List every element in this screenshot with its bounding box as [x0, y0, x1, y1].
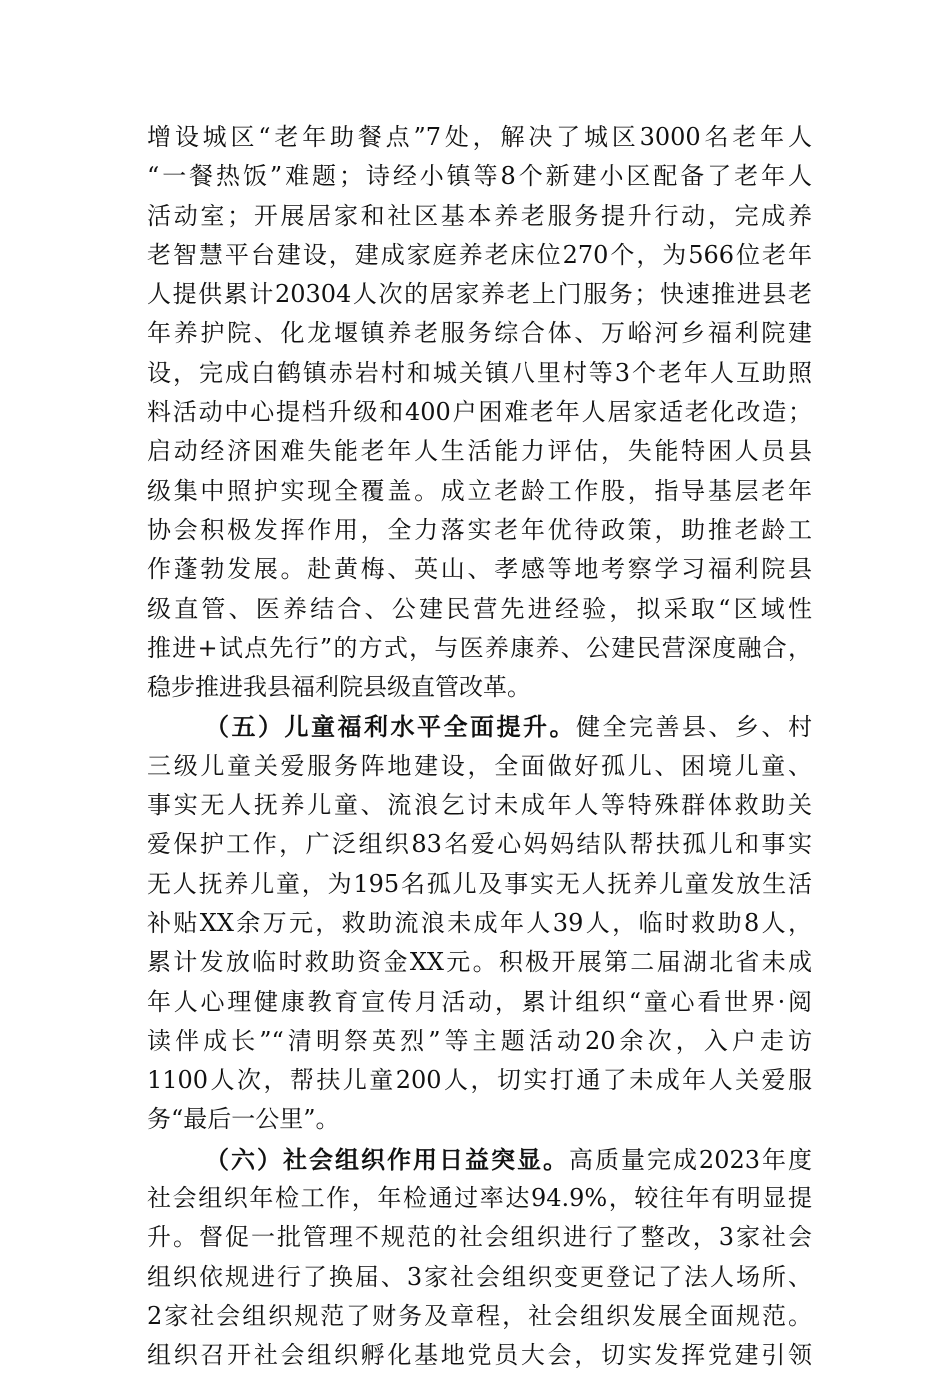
paragraph-line: 事实无人抚养儿童、流浪乞讨未成年人等特殊群体救助关: [147, 791, 812, 820]
paragraph-line: 老智慧平台建设，建成家庭养老床位270个，为566位老年: [147, 240, 812, 269]
paragraph-line: 启动经济困难失能老年人生活能力评估，失能特困人员县: [147, 437, 812, 466]
paragraph-line: 读伴成长”“清明祭英烈”等主题活动20余次，入户走访: [147, 1026, 812, 1055]
paragraph-line: 协会积极发挥作用，全力落实老年优待政策，助推老龄工: [147, 515, 812, 544]
paragraph-line: 级直管、医养结合、公建民营先进经验，拟采取“区域性: [147, 594, 812, 623]
paragraph-line: 累计发放临时救助资金XX元。积极开展第二届湖北省未成: [147, 948, 812, 977]
paragraph-line: 三级儿童关爱服务阵地建设，全面做好孤儿、困境儿童、: [147, 751, 812, 780]
section-5-heading: （五）儿童福利水平全面提升。: [205, 712, 576, 742]
section-6-first-line: [147, 1140, 812, 1179]
paragraph-line: 升。督促一批管理不规范的社会组织进行了整改，3家社会: [147, 1223, 812, 1252]
paragraph-line: “一餐热饭”难题；诗经小镇等8个新建小区配备了老年人: [147, 162, 812, 191]
paragraph-line: 组织依规进行了换届、3家社会组织变更登记了法人场所、: [147, 1262, 812, 1291]
paragraph-line: 增设城区“老年助餐点”7处，解决了城区3000名老年人: [147, 123, 812, 151]
paragraph-line: 活动室；开展居家和社区基本养老服务提升行动，完成养: [147, 201, 812, 230]
section-6-first-line-text: 高质量完成2023年度: [568, 1145, 813, 1174]
paragraph-line: 社会组织年检工作，年检通过率达94.9%，较往年有明显提: [147, 1184, 812, 1213]
paragraph-line: 无人抚养儿童，为195名孤儿及事实无人抚养儿童发放生活: [147, 869, 812, 898]
paragraph-line: 爱保护工作，广泛组织83名爱心妈妈结队帮扶孤儿和事实: [147, 830, 812, 859]
paragraph-line: 补贴XX余万元，救助流浪未成年人39人，临时救助8人，: [147, 908, 812, 937]
paragraph-line: 设，完成白鹤镇赤岩村和城关镇八里村等3个老年人互助照: [147, 358, 812, 387]
paragraph-line: 1100人次，帮扶儿童200人，切实打通了未成年人关爱服: [147, 1066, 812, 1095]
paragraph-line: 年人心理健康教育宣传月活动，累计组织“童心看世界·阅: [147, 987, 812, 1016]
paragraph-line: 料活动中心提档升级和400户困难老年人居家适老化改造；: [147, 398, 812, 427]
paragraph-line: 组织召开社会组织孵化基地党员大会，切实发挥党建引领: [147, 1341, 812, 1370]
paragraph-line: 推进+试点先行”的方式，与医养康养、公建民营深度融合，: [147, 633, 812, 662]
document-body: [147, 118, 812, 1376]
paragraph-line: 作蓬勃发展。赴黄梅、英山、孝感等地考察学习福利院县: [147, 555, 812, 584]
paragraph-line: 人提供累计20304人次的居家养老上门服务；快速推进县老: [147, 280, 812, 309]
section-5-first-line-text: 健全完善县、乡、村: [576, 713, 812, 742]
section-6-heading: （六）社会组织作用日益突显。: [205, 1144, 569, 1174]
paragraph-line: 稳步推进我县福利院县级直管改革。: [147, 673, 531, 702]
paragraph-line: 2家社会组织规范了财务及章程，社会组织发展全面规范。: [147, 1301, 812, 1330]
section-5-first-line: [147, 707, 812, 746]
paragraph-line: 年养护院、化龙堰镇养老服务综合体、万峪河乡福利院建: [147, 319, 812, 348]
paragraph-line: 务“最后一公里”。: [147, 1105, 340, 1134]
paragraph-line: 级集中照护实现全覆盖。成立老龄工作股，指导基层老年: [147, 476, 812, 505]
